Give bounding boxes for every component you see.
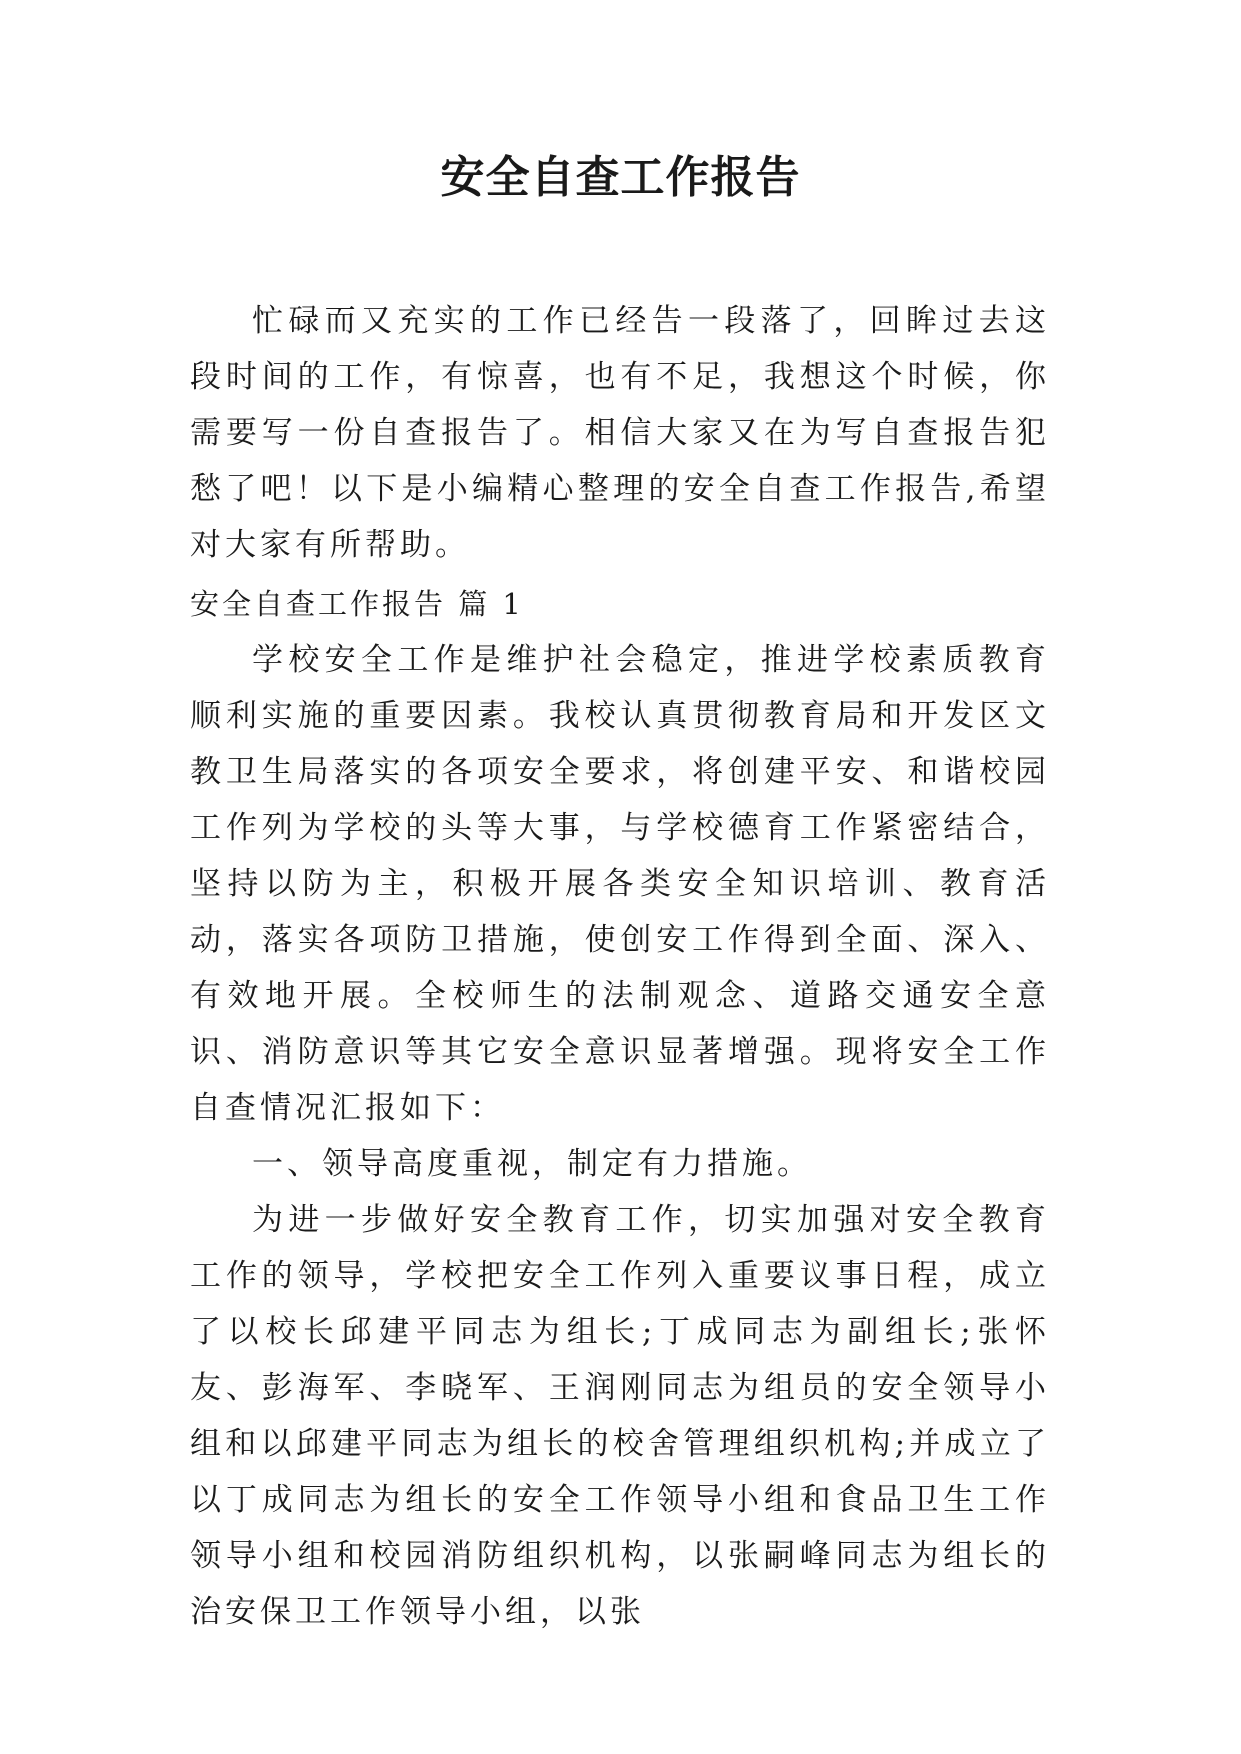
body-paragraph-2: 一、领导高度重视，制定有力措施。 bbox=[252, 1146, 812, 1182]
document-title: 安全自查工作报告 bbox=[440, 152, 801, 203]
section-heading: 安全自查工作报告 篇 1 bbox=[190, 587, 524, 621]
body-paragraph-1: 学校安全工作是维护社会稳定，推进学校素质教育顺利实施的重要因素。我校认真贯彻教育局和开发区文教卫生局落实的各项安全要求，将创建平安、和谐校园工作列为学校的头等大事，与学校德育工作紧密结合，坚持以防为主，积极开展各类安全知识培训、教育活动，落实各项防卫措施，使创安工作得到全面、深入、有效地开展。全校师生的法制观念、道路交通安全意识、消防意识等其它安全意识显著增强。现将安全工作自查情况汇报如下： bbox=[190, 642, 1050, 1126]
body-paragraph-3: 为进一步做好安全教育工作，切实加强对安全教育工作的领导，学校把安全工作列入重要议事日程，成立了以校长邱建平同志为组长;丁成同志为副组长;张怀友、彭海军、李晓军、王润刚同志为组员的安全领导小组和以邱建平同志为组长的校舍管理组织机构;并成立了以丁成同志为组长的安全工作领导小组和食品卫生工作领导小组和校园消防组织机构，以张嗣峰同志为组长的治安保卫工作领导小组，以张 bbox=[190, 1202, 1050, 1630]
body-section bbox=[190, 632, 1050, 1640]
intro-section bbox=[190, 293, 1050, 573]
intro-paragraph: 忙碌而又充实的工作已经告一段落了，回眸过去这段时间的工作，有惊喜，也有不足，我想这个时候，你需要写一份自查报告了。相信大家又在为写自查报告犯愁了吧！以下是小编精心整理的安全自查工作报告,希望对大家有所帮助。 bbox=[190, 303, 1050, 563]
